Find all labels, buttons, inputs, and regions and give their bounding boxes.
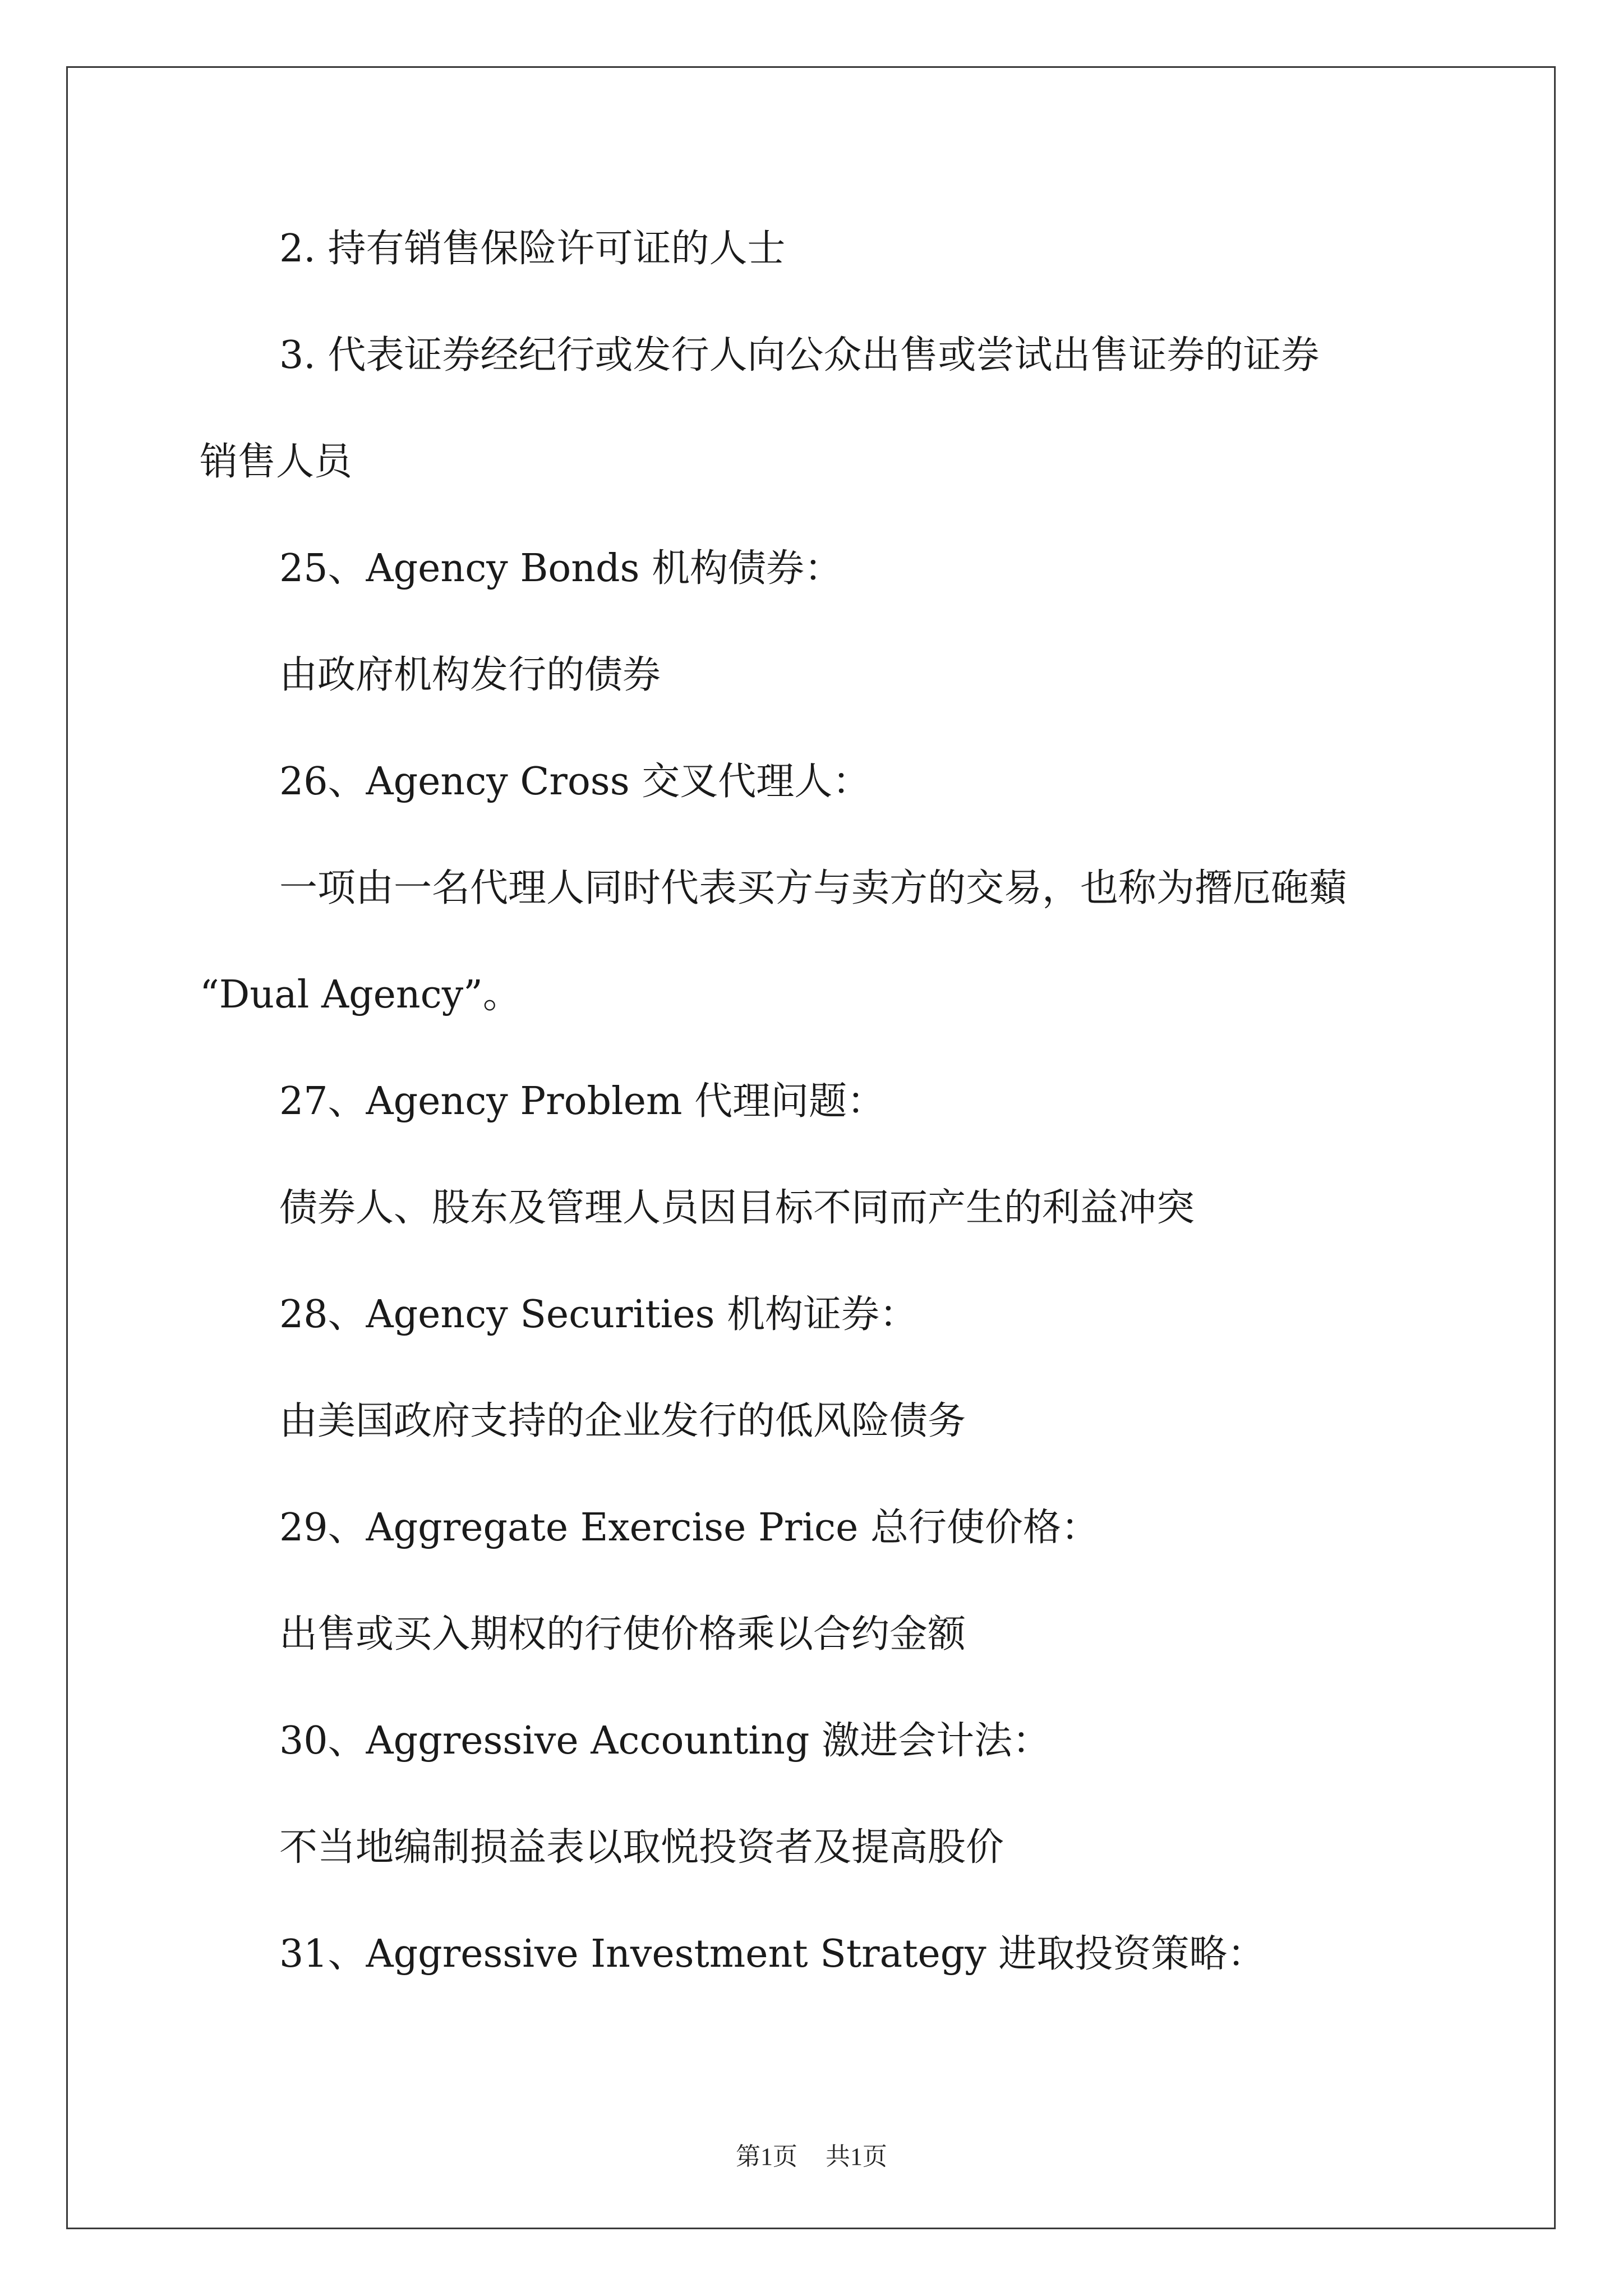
text-line: 25、Agency Bonds 机构债券： bbox=[279, 546, 843, 591]
text-line: 由美国政府支持的企业发行的低风险债务 bbox=[279, 1399, 966, 1443]
page-total: 共1页 bbox=[826, 2143, 887, 2170]
text-line: 2. 持有销售保险许可证的人士 bbox=[279, 227, 786, 271]
text-line: 由政府机构发行的债券 bbox=[279, 653, 661, 697]
page-number: 第1页 bbox=[736, 2143, 797, 2170]
text-line: 28、Agency Securities 机构证券： bbox=[279, 1292, 918, 1337]
text-line: 26、Agency Cross 交叉代理人： bbox=[279, 760, 871, 804]
text-line: 29、Aggregate Exercise Price 总行使价格： bbox=[279, 1506, 1099, 1550]
text-line: “Dual Agency”。 bbox=[200, 973, 521, 1017]
page-footer bbox=[0, 2136, 1623, 2172]
text-line: 销售人员 bbox=[200, 440, 353, 484]
text-line: 债券人、股东及管理人员因目标不同而产生的利益冲突 bbox=[279, 1186, 1195, 1230]
text-line: 3. 代表证券经纪行或发行人向公众出售或尝试出售证券的证券 bbox=[279, 333, 1320, 378]
text-line: 31、Aggressive Investment Strategy 进取投资策略： bbox=[279, 1932, 1266, 1976]
text-line: 不当地编制损益表以取悦投资者及提高股价 bbox=[279, 1825, 1004, 1870]
text-line: 27、Agency Problem 代理问题： bbox=[279, 1079, 886, 1124]
text-line: 出售或买入期权的行使价格乘以合约金额 bbox=[279, 1612, 966, 1657]
text-line: 一项由一名代理人同时代表买方与卖方的交易，也称为撍厄砤蘱 bbox=[279, 866, 1348, 910]
text-line: 30、Aggressive Accounting 激进会计法： bbox=[279, 1719, 1051, 1763]
